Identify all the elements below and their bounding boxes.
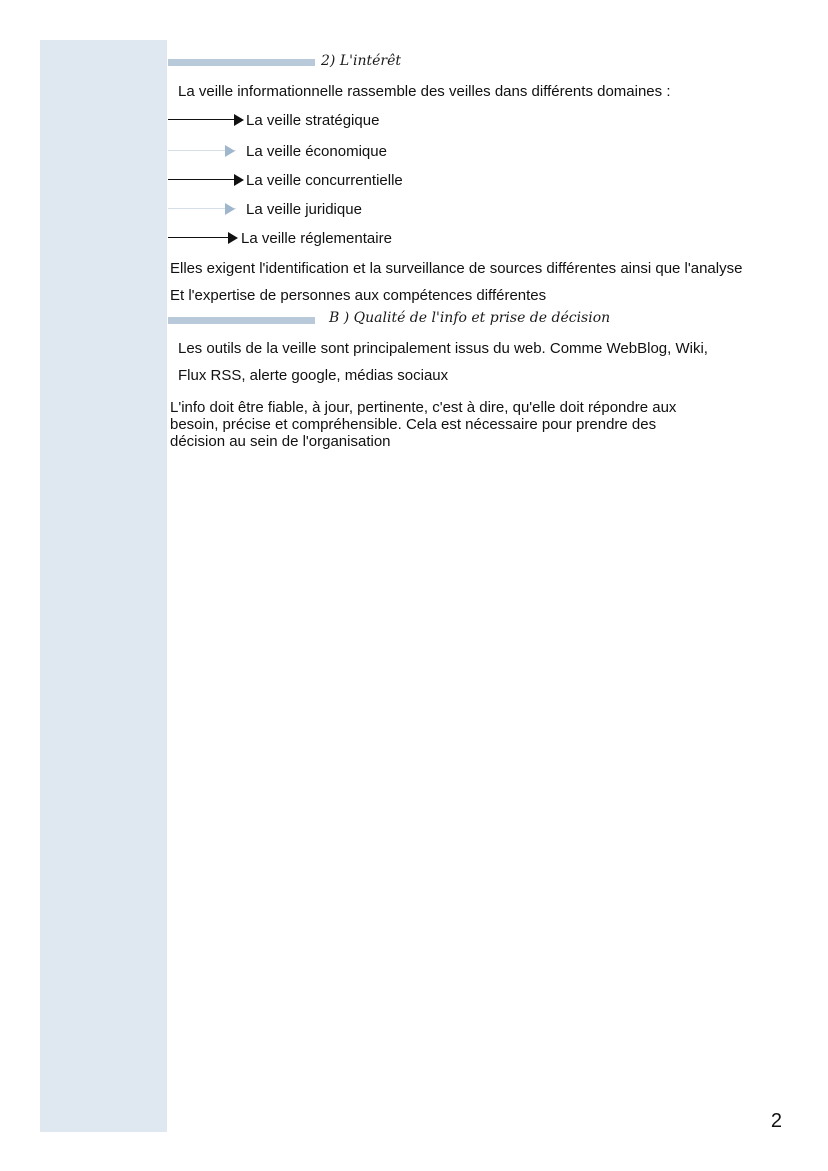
list-item-label: La veille économique — [246, 142, 387, 160]
tools-text-line1: Les outils de la veille sont principalement issus du web. Comme WebBlog, Wiki, — [178, 340, 708, 357]
list-item-label: La veille juridique — [246, 200, 362, 218]
list-item — [168, 142, 387, 160]
expertise-text: Et l'expertise de personnes aux compétences différentes — [170, 287, 547, 304]
arrow-right-icon — [168, 111, 246, 129]
tools-text-line2: Flux RSS, alerte google, médias sociaux — [178, 367, 449, 384]
arrow-right-icon — [168, 171, 246, 189]
page-number: 2 — [770, 1110, 782, 1132]
list-item — [168, 171, 403, 189]
list-item-label: La veille concurrentielle — [246, 171, 403, 189]
arrow-right-icon — [168, 142, 246, 160]
quality-line: besoin, précise et compréhensible. Cela est nécessaire pour prendre des — [170, 416, 657, 433]
list-item — [168, 200, 362, 218]
list-item-label: La veille stratégique — [246, 111, 380, 129]
list-item — [168, 111, 379, 129]
list-item — [168, 229, 392, 247]
quality-line: L'info doit être fiable, à jour, pertinente, c'est à dire, qu'elle doit répondre aux — [170, 399, 677, 416]
heading-bar — [168, 59, 315, 66]
quality-line: décision au sein de l'organisation — [170, 433, 391, 450]
sidebar-band — [40, 40, 167, 1132]
list-item-label: La veille réglementaire — [241, 229, 392, 247]
quality-paragraph — [170, 399, 790, 450]
arrow-right-icon — [168, 200, 246, 218]
requirements-text: Elles exigent l'identification et la surveillance de sources différentes ainsi que l'analyse — [170, 260, 743, 277]
arrow-right-icon — [168, 229, 241, 247]
intro-text: La veille informationnelle rassemble des veilles dans différents domaines : — [178, 83, 671, 100]
section-heading-qualite: B ) Qualité de l'info et prise de décision — [329, 310, 611, 326]
section-heading-interet: 2) L'intérêt — [321, 53, 401, 69]
heading-bar — [168, 317, 315, 324]
